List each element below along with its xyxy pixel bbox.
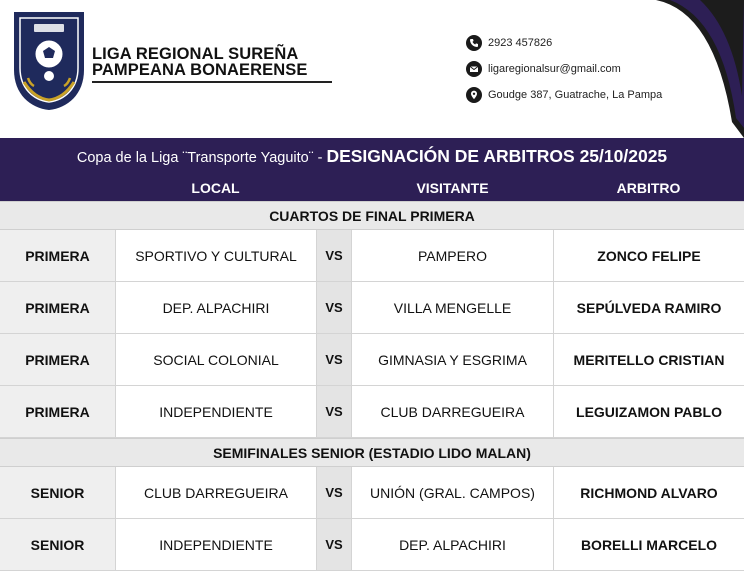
organization-name <box>92 46 332 83</box>
section-header-cuartos: CUARTOS DE FINAL PRIMERA <box>0 201 744 230</box>
visiting-team-cell: UNIÓN (GRAL. CAMPOS) <box>370 484 535 501</box>
category-cell: PRIMERA <box>0 334 115 385</box>
table-row <box>0 386 744 438</box>
vs-cell: VS <box>316 282 352 333</box>
vs-cell: VS <box>316 467 352 518</box>
league-shield-icon <box>10 10 88 112</box>
referee-cell: SEPÚLVEDA RAMIRO <box>553 282 744 333</box>
local-team-cell: SPORTIVO Y CULTURAL <box>115 230 316 281</box>
visiting-team-cell: VILLA MENGELLE <box>393 299 512 316</box>
document-header <box>0 0 744 138</box>
category-cell: PRIMERA <box>0 282 115 333</box>
designation-title: DESIGNACIÓN DE ARBITROS 25/10/2025 <box>326 146 668 166</box>
section-header-semifinales: SEMIFINALES SENIOR (ESTADIO LIDO MALAN) <box>0 438 744 467</box>
mail-icon <box>466 61 482 77</box>
column-header-arbitro: ARBITRO <box>616 180 681 196</box>
visiting-team-cell: GIMNASIA Y ESGRIMA <box>378 351 527 368</box>
visiting-team-cell: PAMPERO <box>418 247 487 264</box>
category-cell: SENIOR <box>0 467 115 518</box>
org-name-underline <box>92 81 332 83</box>
column-header-local: LOCAL <box>191 180 240 196</box>
title-banner <box>0 138 744 201</box>
contact-address-text: Goudge 387, Guatrache, La Pampa <box>488 89 663 101</box>
table-row <box>0 230 744 282</box>
referee-cell: MERITELLO CRISTIAN <box>553 334 744 385</box>
referee-cell: RICHMOND ALVARO <box>553 467 744 518</box>
vs-cell: VS <box>316 230 352 281</box>
local-team-cell: INDEPENDIENTE <box>115 519 316 570</box>
local-team-cell: CLUB DARREGUEIRA <box>115 467 316 518</box>
org-name-line-2: PAMPEANA BONAERENSE <box>92 61 308 79</box>
referee-cell: ZONCO FELIPE <box>553 230 744 281</box>
category-cell: SENIOR <box>0 519 115 570</box>
contact-phone-text: 2923 457826 <box>488 37 553 49</box>
title-separator: - <box>313 150 327 166</box>
table-row <box>0 467 744 519</box>
vs-cell: VS <box>316 386 352 437</box>
contact-email-text: ligaregionalsur@gmail.com <box>488 63 621 75</box>
vs-cell: VS <box>316 334 352 385</box>
phone-icon <box>466 35 482 51</box>
vs-cell: VS <box>316 519 352 570</box>
category-cell: PRIMERA <box>0 230 115 281</box>
local-team-cell: SOCIAL COLONIAL <box>115 334 316 385</box>
location-pin-icon <box>466 87 482 103</box>
visiting-team-cell: CLUB DARREGUEIRA <box>380 403 525 420</box>
cup-name: Copa de la Liga ¨Transporte Yaguito¨ <box>76 150 314 166</box>
visiting-team-cell: DEP. ALPACHIRI <box>399 536 506 553</box>
local-team-cell: DEP. ALPACHIRI <box>115 282 316 333</box>
table-row <box>0 334 744 386</box>
banner-title <box>0 146 744 167</box>
org-name-line-1: LIGA REGIONAL SUREÑA <box>92 45 299 63</box>
referee-cell: LEGUIZAMON PABLO <box>553 386 744 437</box>
decorative-swoosh <box>604 0 744 138</box>
referee-cell: BORELLI MARCELO <box>553 519 744 570</box>
column-header-visitante: VISITANTE <box>416 180 489 196</box>
category-cell: PRIMERA <box>0 386 115 437</box>
table-row <box>0 282 744 334</box>
table-row <box>0 519 744 571</box>
local-team-cell: INDEPENDIENTE <box>115 386 316 437</box>
